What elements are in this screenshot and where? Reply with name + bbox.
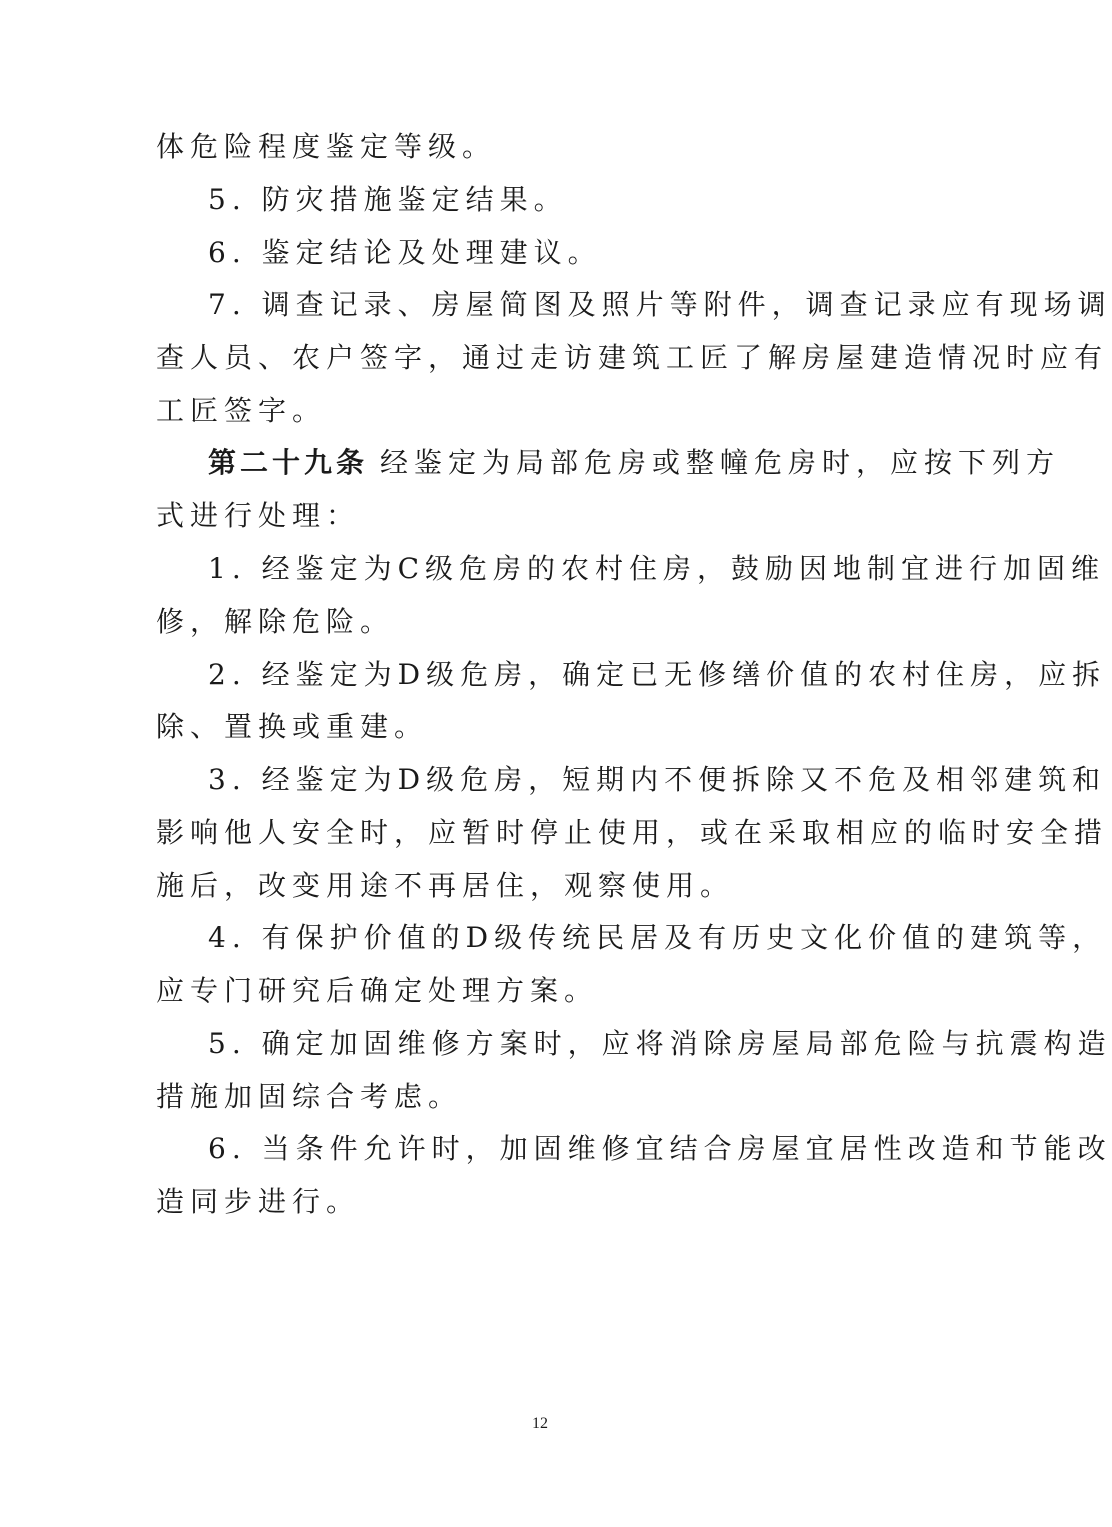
list-item: 6. 当条件允许时，加固维修宜结合房屋宜居性改造和节能改	[208, 1132, 1112, 1165]
list-item: 5. 确定加固维修方案时，应将消除房屋局部危险与抗震构造	[208, 1027, 1112, 1060]
list-item: 2. 经鉴定为D级危房，确定已无修缮价值的农村住房，应拆	[208, 658, 1107, 691]
article-text: 经鉴定为局部危房或整幢危房时，应按下列方	[380, 446, 1061, 479]
text-line: 施后，改变用途不再居住，观察使用。	[156, 869, 735, 902]
text-line: 查人员、农户签字，通过走访建筑工匠了解房屋建造情况时应有	[156, 341, 1109, 374]
text-line: 影响他人安全时，应暂时停止使用，或在采取相应的临时安全措	[156, 816, 1109, 849]
text-line: 造同步进行。	[156, 1185, 361, 1218]
list-item: 4. 有保护价值的D级传统民居及有历史文化价值的建筑等，	[208, 921, 1107, 954]
text-line: 措施加固综合考虑。	[156, 1080, 463, 1113]
text-line: 应专门研究后确定处理方案。	[156, 974, 599, 1007]
list-item: 5. 防灾措施鉴定结果。	[208, 183, 568, 216]
page-number: 12	[532, 1415, 548, 1432]
list-item: 3. 经鉴定为D级危房，短期内不便拆除又不危及相邻建筑和	[208, 763, 1107, 796]
text-line: 修，解除危险。	[156, 605, 395, 638]
text-line: 工匠签字。	[156, 394, 327, 427]
text-line: 式进行处理：	[156, 499, 361, 532]
list-item: 1. 经鉴定为C级危房的农村住房，鼓励因地制宜进行加固维	[208, 552, 1106, 585]
list-item: 7. 调查记录、房屋简图及照片等附件，调查记录应有现场调	[208, 288, 1112, 321]
list-item: 6. 鉴定结论及处理建议。	[208, 236, 602, 269]
text-line: 除、置换或重建。	[156, 710, 429, 743]
article-heading: 第二十九条	[208, 446, 369, 479]
text-line: 体危险程度鉴定等级。	[156, 130, 497, 163]
